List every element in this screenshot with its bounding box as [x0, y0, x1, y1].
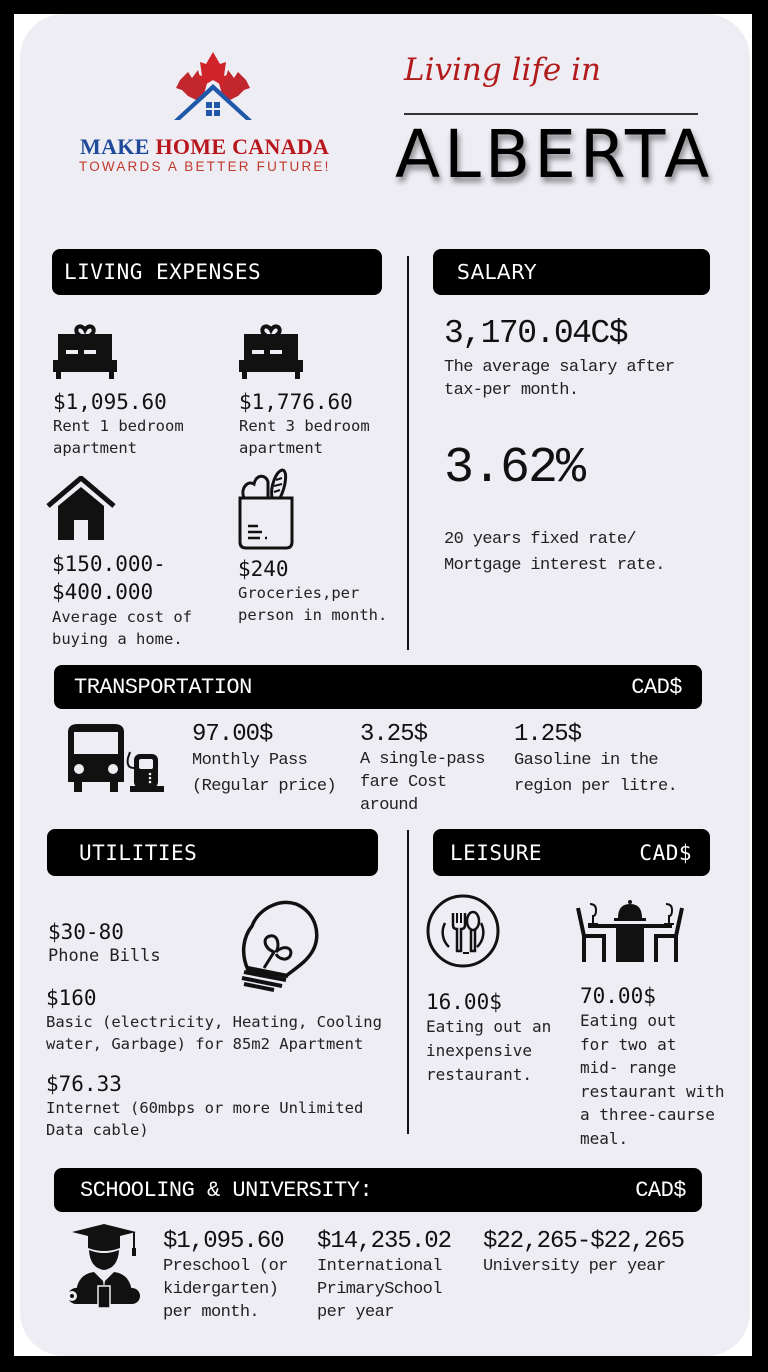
utility-value: $30-80	[48, 920, 124, 944]
utility-internet	[46, 1071, 363, 1141]
expense-desc: Rent 1 bedroom	[53, 417, 184, 435]
leisure-value: 16.00$	[426, 990, 502, 1014]
transport-desc: (Regular price)	[192, 777, 337, 796]
school-value: $22,265-$22,265	[483, 1228, 685, 1255]
brand-tagline: TOWARDS A BETTER FUTURE!	[79, 159, 331, 174]
living-expenses-heading-bar	[52, 249, 382, 295]
expense-desc: apartment	[239, 439, 323, 457]
grocery-bag-icon	[236, 468, 296, 550]
salary-amount: 3,170.04C$	[444, 315, 628, 352]
logo	[60, 48, 360, 178]
utility-desc: Basic (electricity, Heating, Cooling	[46, 1013, 382, 1031]
schooling-currency: CAD$	[635, 1177, 686, 1203]
school-desc: PrimarySchool	[317, 1280, 442, 1299]
expense-desc: Average cost of	[52, 608, 192, 626]
dining-table-icon	[576, 896, 684, 962]
transportation-currency: CAD$	[631, 674, 682, 700]
expense-desc: person in month.	[238, 606, 388, 624]
transport-value: 3.25$	[360, 721, 428, 748]
school-desc: per month.	[163, 1303, 260, 1322]
leisure-desc: restaurant.	[426, 1065, 532, 1084]
salary-heading: SALARY	[457, 260, 537, 284]
mortgage-desc: Mortgage interest rate.	[444, 556, 665, 575]
salary-desc: tax-per month.	[444, 381, 579, 400]
leisure-mid-range	[580, 983, 725, 1150]
utility-desc: Data cable)	[46, 1121, 149, 1139]
utility-value: $76.33	[46, 1072, 122, 1096]
leisure-desc: a three-caurse	[580, 1105, 715, 1124]
page-title: ALBERTA	[395, 116, 714, 193]
bed-icon	[52, 312, 118, 380]
expense-desc: buying a home.	[52, 630, 183, 648]
salary-desc: The average salary after	[444, 358, 675, 377]
schooling-heading: SCHOOLING & UNIVERSITY:	[80, 1177, 373, 1203]
expense-value: $400.000	[52, 580, 154, 604]
transport-gasoline	[514, 722, 677, 800]
expense-desc: Rent 3 bedroom	[239, 417, 370, 435]
leisure-desc: for two at	[580, 1034, 677, 1054]
utility-desc: Phone Bills	[48, 946, 161, 966]
salary-amount-block	[444, 314, 674, 402]
school-desc: kidergarten)	[163, 1280, 279, 1299]
school-value: $14,235.02	[317, 1228, 452, 1255]
bus-fuel-icon	[66, 722, 166, 794]
leisure-inexpensive	[426, 989, 551, 1087]
expense-desc: apartment	[53, 439, 137, 457]
header-divider	[404, 113, 698, 115]
transport-desc: region per litre.	[514, 777, 678, 796]
salary-heading-bar	[433, 249, 710, 295]
mortgage-rate: 3.62%	[444, 440, 585, 497]
school-value: $1,095.60	[163, 1228, 284, 1255]
living-expenses-heading: LIVING EXPENSES	[64, 260, 262, 284]
transport-monthly-pass	[192, 722, 336, 800]
school-university	[483, 1229, 684, 1278]
leisure-desc: meal.	[580, 1128, 629, 1148]
transport-single-fare	[360, 722, 485, 817]
house-icon	[46, 476, 116, 542]
leisure-currency: CAD$	[639, 840, 692, 865]
mortgage-rate-desc	[444, 527, 665, 579]
leisure-desc: restaurant with	[580, 1081, 725, 1101]
transportation-heading: TRANSPORTATION	[74, 674, 252, 700]
leisure-desc: mid- range	[580, 1058, 677, 1077]
transport-value: 1.25$	[514, 721, 582, 748]
graduate-icon	[62, 1222, 146, 1312]
leisure-heading-bar	[433, 829, 710, 876]
expense-value: $1,776.60	[239, 390, 353, 414]
school-desc: International	[317, 1257, 442, 1276]
leisure-desc: Eating out an	[426, 1017, 552, 1036]
transport-desc: fare Cost	[360, 773, 447, 792]
utilities-heading: UTILITIES	[79, 840, 198, 865]
transport-value: 97.00$	[192, 721, 273, 748]
transport-desc: Gasoline in the	[514, 751, 659, 770]
utility-phone	[48, 919, 161, 967]
utility-value: $160	[46, 986, 97, 1010]
restaurant-plate-icon	[425, 893, 501, 969]
brand-name: MAKE HOME CANADA	[80, 134, 330, 159]
light-bulb-icon	[234, 896, 324, 992]
expense-rent-1br	[53, 389, 184, 459]
mortgage-desc: 20 years fixed rate/	[444, 530, 637, 549]
school-desc: Preschool (or	[163, 1257, 288, 1276]
utility-desc: Internet (60mbps or more Unlimited	[46, 1099, 364, 1117]
leisure-value: 70.00$	[580, 984, 656, 1008]
expense-value: $1,095.60	[53, 390, 167, 414]
transport-desc: A single-pass	[360, 750, 485, 769]
section-divider	[407, 830, 409, 1134]
expense-rent-3br	[239, 389, 370, 459]
transport-desc: Monthly Pass	[192, 751, 308, 770]
section-divider	[407, 256, 409, 650]
leisure-heading: LEISURE	[450, 840, 543, 865]
utilities-heading-bar	[47, 829, 378, 876]
school-desc: University per year	[483, 1257, 666, 1276]
school-primary	[317, 1229, 451, 1324]
maple-leaf-house-icon	[168, 50, 258, 126]
transportation-heading-bar	[54, 665, 702, 709]
utility-desc: water, Garbage) for 85m2 Apartment	[46, 1035, 364, 1053]
expense-value: $150.000-	[52, 552, 166, 576]
expense-home-cost	[52, 550, 192, 650]
header-subtitle: Living life in	[404, 52, 601, 88]
school-preschool	[163, 1229, 288, 1324]
leisure-desc: Eating out	[580, 1011, 677, 1030]
leisure-desc: inexpensive	[426, 1041, 532, 1060]
schooling-heading-bar	[54, 1168, 702, 1212]
expense-desc: Groceries,per	[238, 584, 360, 602]
expense-groceries	[238, 556, 387, 626]
expense-value: $240	[238, 557, 289, 581]
school-desc: per year	[317, 1303, 394, 1322]
bed-icon	[238, 312, 304, 380]
utility-basic	[46, 985, 382, 1055]
transport-desc: around	[360, 796, 418, 815]
